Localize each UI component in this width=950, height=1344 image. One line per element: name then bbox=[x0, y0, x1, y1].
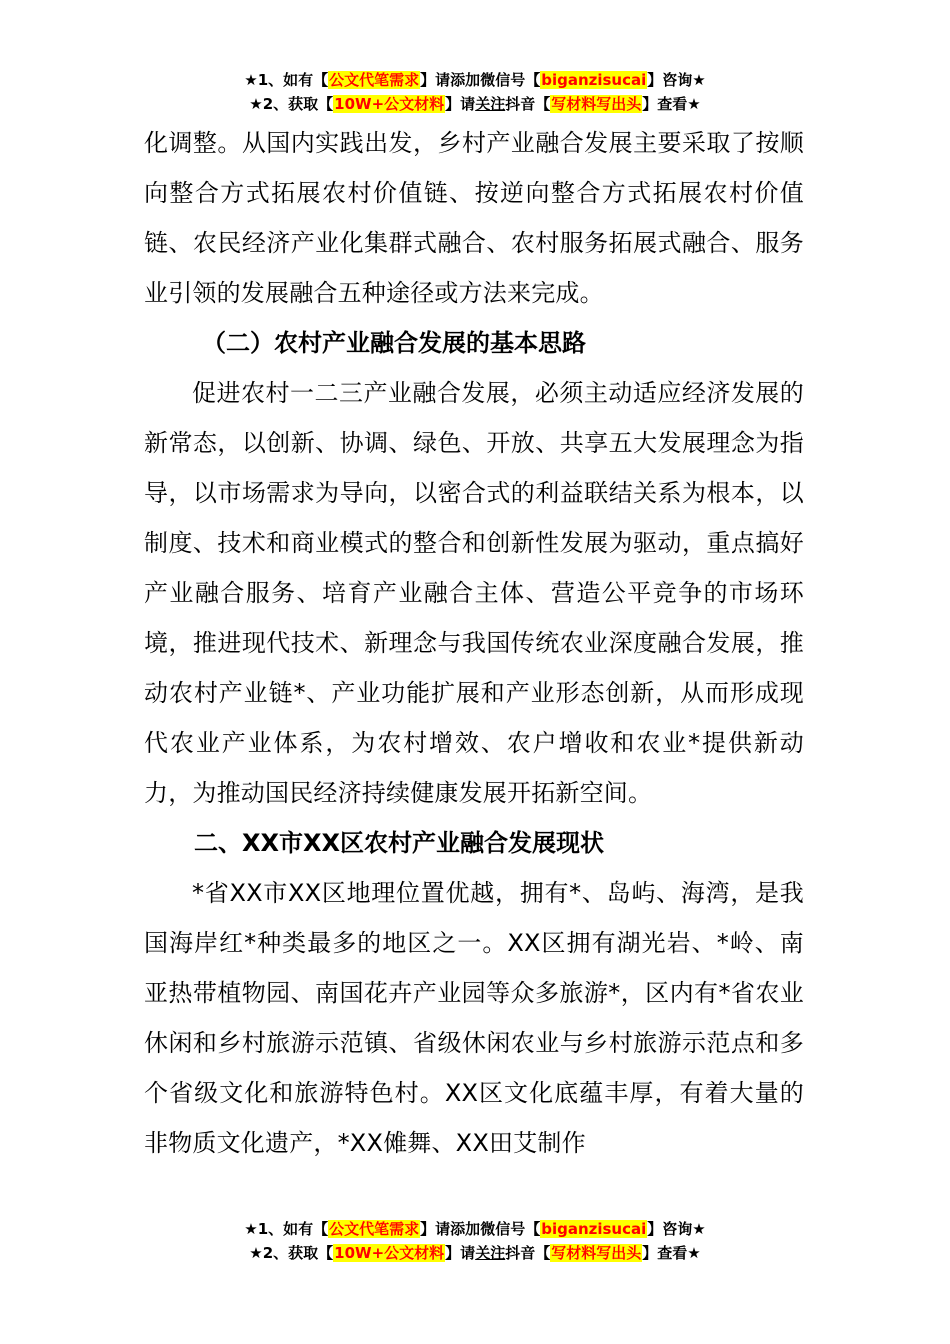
highlight-wechat-id: biganzisucai bbox=[541, 1220, 647, 1238]
banner-underlined-text: 关注 bbox=[475, 1244, 506, 1262]
banner-text: 微信号【 bbox=[480, 71, 541, 89]
banner-text: 】请 bbox=[445, 1244, 476, 1262]
star-icon: ★ bbox=[249, 1244, 263, 1262]
highlight-wechat-id: biganzisucai bbox=[541, 71, 647, 89]
paragraph-continued: 化调整。从国内实践出发，乡村产业融合发展主要采取了按顺向整合方式拓展农村价值链、按逆向整合方式拓展农村价值链、农民经济产业化集群式融合、农村服务拓展式融合、服务业引领的发展融合五种途径或方法来完成。 bbox=[144, 129, 804, 307]
banner-line-2 bbox=[0, 92, 950, 116]
banner-line-1 bbox=[0, 1217, 950, 1241]
banner-line-1 bbox=[0, 68, 950, 92]
star-icon: ★ bbox=[687, 1244, 701, 1262]
banner-text: 】咨询 bbox=[647, 71, 693, 89]
banner-text: 2、获取【 bbox=[262, 95, 334, 113]
star-icon: ★ bbox=[692, 71, 706, 89]
banner-text: 抖音【 bbox=[505, 1244, 551, 1262]
star-icon: ★ bbox=[244, 1220, 258, 1238]
banner-text: 】请添加 bbox=[420, 71, 481, 89]
paragraph-status: *省XX市XX区地理位置优越，拥有*、岛屿、海湾，是我国海岸红*种类最多的地区之一。XX区拥有湖光岩、*岭、南亚热带植物园、南国花卉产业园等众多旅游*，区内有*省农业休闲和乡村旅游示范镇、省级休闲农业与乡村旅游示范点和多个省级文化和旅游特色村。XX区文化底蕴丰厚，有着大量的非物质文化遗产，*XX傩舞、XX田艾制作 bbox=[144, 879, 804, 1157]
banner-text: 抖音【 bbox=[505, 95, 551, 113]
star-icon: ★ bbox=[244, 71, 258, 89]
document-body bbox=[144, 118, 804, 1168]
paragraph-basic-ideas: 促进农村一二三产业融合发展，必须主动适应经济发展的新常态，以创新、协调、绿色、开放、共享五大发展理念为指导，以市场需求为导向，以密合式的利益联结关系为根本，以制度、技术和商业模式的整合和创新性发展为驱动，重点搞好产业融合服务、培育产业融合主体、营造公平竞争的市场环境，推进现代技术、新理念与我国传统农业深度融合发展，推动农村产业链*、产业功能扩展和产业形态创新，从而形成现代农业产业体系，为农村增效、农户增收和农业*提供新动力，为推动国民经济持续健康发展开拓新空间。 bbox=[144, 379, 804, 807]
footer-banner bbox=[0, 1217, 950, 1265]
highlight-douyin: 写材料写出头 bbox=[551, 95, 642, 113]
banner-text: 】查看 bbox=[642, 95, 688, 113]
banner-text: 1、如有【 bbox=[257, 71, 329, 89]
highlight-materials: 10W+公文材料 bbox=[334, 1244, 445, 1262]
banner-text: 】咨询 bbox=[647, 1220, 693, 1238]
header-banner bbox=[0, 68, 950, 116]
highlight-service: 公文代笔需求 bbox=[329, 1220, 420, 1238]
highlight-materials: 10W+公文材料 bbox=[334, 95, 445, 113]
star-icon: ★ bbox=[249, 95, 263, 113]
star-icon: ★ bbox=[687, 95, 701, 113]
banner-line-2 bbox=[0, 1241, 950, 1265]
section-heading-basic-ideas: （二）农村产业融合发展的基本思路 bbox=[202, 329, 586, 357]
banner-text: 微信号【 bbox=[480, 1220, 541, 1238]
star-icon: ★ bbox=[692, 1220, 706, 1238]
banner-text: 】请 bbox=[445, 95, 476, 113]
highlight-service: 公文代笔需求 bbox=[329, 71, 420, 89]
banner-text: 2、获取【 bbox=[262, 1244, 334, 1262]
banner-text: 】查看 bbox=[642, 1244, 688, 1262]
banner-text: 1、如有【 bbox=[257, 1220, 329, 1238]
banner-underlined-text: 关注 bbox=[475, 95, 506, 113]
banner-text: 】请添加 bbox=[420, 1220, 481, 1238]
highlight-douyin: 写材料写出头 bbox=[551, 1244, 642, 1262]
section-heading-status: 二、XX市XX区农村产业融合发展现状 bbox=[194, 829, 605, 857]
